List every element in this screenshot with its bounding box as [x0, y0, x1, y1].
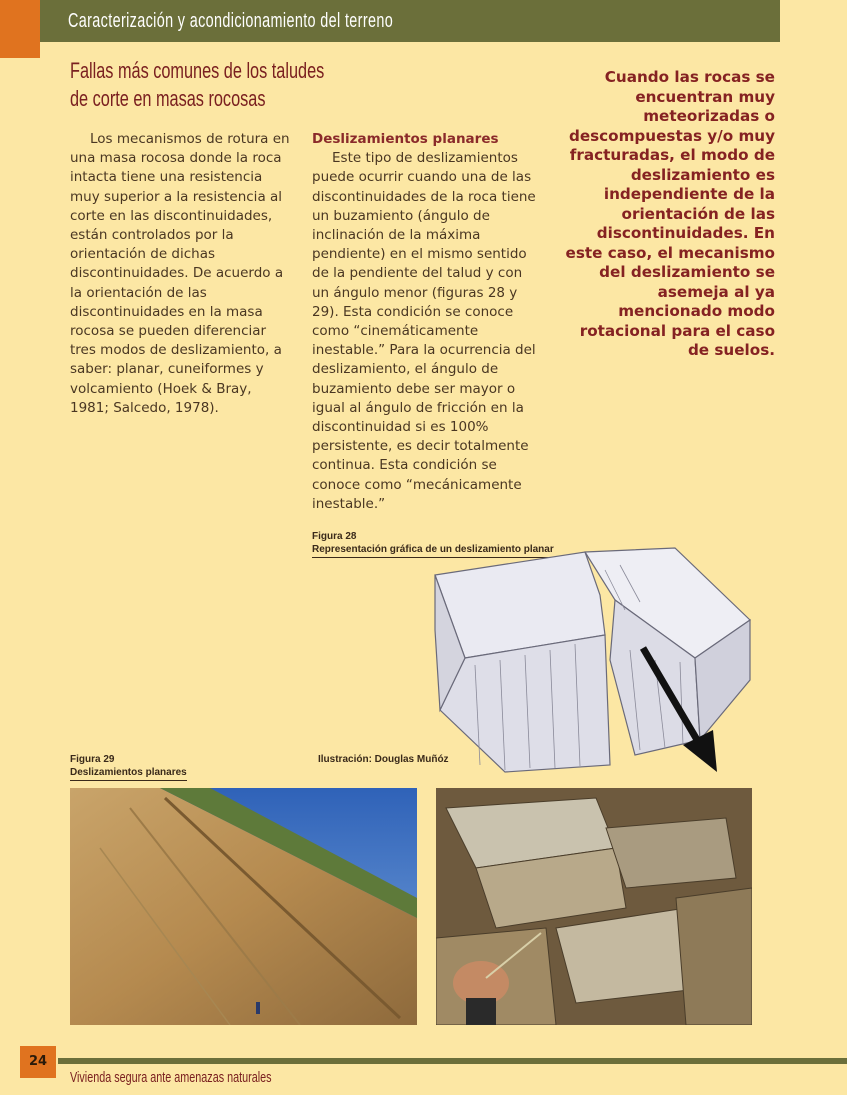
section-title-line1: Fallas más comunes de los taludes — [70, 58, 325, 83]
body-column-1 — [70, 130, 292, 418]
rock-block-right — [585, 548, 750, 755]
section-title-line2: de corte en masas rocosas — [70, 86, 266, 111]
page-number: 24 — [20, 1046, 56, 1078]
rock-outcrop-photo-right — [436, 788, 752, 1025]
column1-paragraph: Los mecanismos de rotura en una masa rocosa donde la roca intacta tiene una resistencia muy superior a la resistencia al corte en las discontinuidades, están controlados por la orientación de dichas discontinuidades. De acuerdo a la orientación de las discontinuidades en la masa rocosa se pueden diferenciar tres modos de deslizamiento, a saber: planar, cuneiformes y volcamiento (Hoek & Bray, 1981; Salcedo, 1978). — [70, 131, 290, 416]
orange-tab — [0, 0, 40, 58]
figure29-caption: Deslizamientos planares — [70, 767, 187, 781]
illustration-credit: Ilustración: Douglas Muñóz — [318, 754, 449, 765]
figure28-number: Figura 28 — [312, 531, 357, 542]
body-column-2 — [312, 130, 538, 514]
pull-quote: Cuando las rocas se encuentran muy meteorizadas o descompuestas y/o muy fracturadas, el modo de deslizamiento es independiente de la orientación de las discontinuidades. En este caso, el mecanismo del deslizamiento se asemeja al ya mencionado modo rotacional para el caso de suelos. — [565, 68, 775, 359]
footer-publication-title: Vivienda segura ante amenazas naturales — [70, 1069, 272, 1086]
section-title — [70, 57, 381, 113]
planar-slide-block-diagram — [425, 540, 765, 780]
column2-paragraph: Este tipo de deslizamientos puede ocurrir cuando una de las discontinuidades de la roca tiene un buzamiento (ángulo de inclinación de la máxima pendiente) en el mismo sentido de la pendiente del talud y con un ángulo menor (figuras 28 y 29). Esta condición se conoce como “cinemáticamente inestable.” Para la ocurrencia del deslizamiento, el ángulo de buzamiento debe ser mayor o igual al ángulo de fricción en la discontinuidad si es 100% persistente, es decir totalmente continua. Esta condición se conoce como “mecánicamente inestable.” — [312, 150, 536, 512]
footer-rule — [58, 1058, 847, 1064]
slope-photo-left — [70, 788, 417, 1025]
figure29-number: Figura 29 — [70, 754, 115, 765]
running-header-title: Caracterización y acondicionamiento del terreno — [68, 10, 394, 32]
figure28-caption: Representación gráfica de un deslizamiento planar — [312, 544, 554, 558]
planar-slides-heading: Deslizamientos planares — [312, 131, 499, 147]
rock-block-left — [435, 552, 610, 772]
